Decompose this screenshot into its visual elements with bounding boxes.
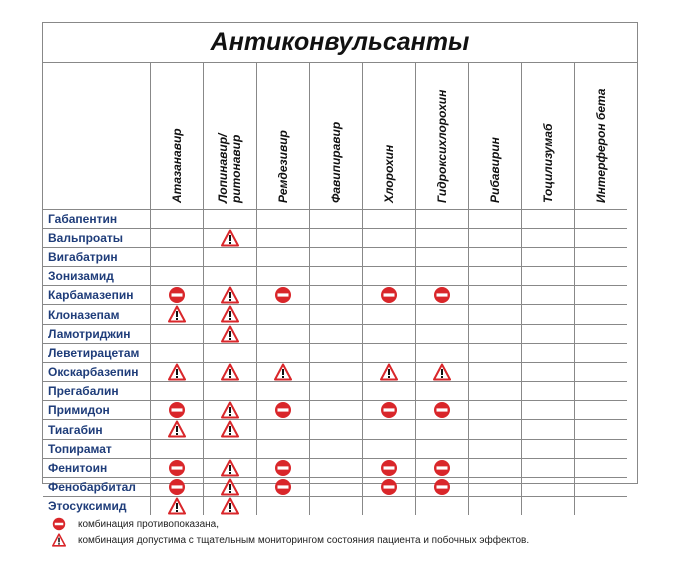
legend [52,516,652,548]
interaction-cell [257,267,310,286]
interaction-cell [469,382,522,401]
interaction-cell [469,497,522,516]
interaction-cell [575,497,628,516]
legend-warning-text: комбинация допустима с тщательным мониторингом состояния пациента и побочных эффектов. [78,534,530,546]
interaction-cell [204,267,257,286]
drug-header-3 [310,62,363,210]
interaction-cell [522,382,575,401]
corner-cell [43,62,151,210]
interaction-table [43,62,627,515]
interaction-cell [151,439,204,458]
drug-name-line: Гидроксихлорохин [434,89,449,203]
interaction-cell [363,401,416,420]
table-row [43,248,627,267]
interaction-cell [575,401,628,420]
interaction-cell [575,210,628,229]
warning-triangle-icon [168,420,186,438]
table-row [43,286,627,305]
interaction-cell [363,229,416,248]
interaction-cell [310,458,363,477]
interaction-cell [257,420,310,439]
no-entry-icon [433,478,451,496]
interaction-cell [151,497,204,516]
interaction-cell [310,229,363,248]
warning-triangle-icon [380,363,398,381]
interaction-cell [416,305,469,324]
interaction-cell [151,420,204,439]
anticonvulsant-name: Примидон [43,401,151,420]
warning-triangle-icon [274,363,292,381]
drug-header-8 [575,62,628,210]
interaction-cell [522,248,575,267]
interaction-cell [363,362,416,381]
drug-name-line: Тоцилизумаб [540,123,555,203]
interaction-cell [522,324,575,343]
interaction-cell [204,401,257,420]
drug-name [277,130,290,203]
interaction-cell [469,477,522,496]
warning-triangle-icon [221,286,239,304]
interaction-cell [363,324,416,343]
interaction-cell [310,420,363,439]
interaction-cell [575,362,628,381]
interaction-cell [151,401,204,420]
no-entry-icon [274,478,292,496]
interaction-cell [416,439,469,458]
interaction-cell [363,458,416,477]
interaction-cell [575,286,628,305]
no-entry-icon [274,401,292,419]
interaction-cell [363,248,416,267]
warning-triangle-icon [221,420,239,438]
interaction-cell [204,420,257,439]
no-entry-icon [380,459,398,477]
drug-name-line: ритонавир [229,134,243,203]
interaction-cell [363,210,416,229]
anticonvulsant-name: Карбамазепин [43,286,151,305]
interaction-cell [310,477,363,496]
interaction-cell [310,305,363,324]
interaction-cell [522,305,575,324]
drug-name [217,134,243,203]
table-row [43,458,627,477]
table-row [43,267,627,286]
interaction-cell [257,305,310,324]
warning-triangle-icon [221,478,239,496]
no-entry-icon [380,478,398,496]
no-entry-icon [52,517,66,531]
interaction-cell [151,248,204,267]
interaction-cell [575,343,628,362]
interaction-cell [469,401,522,420]
no-entry-icon [380,401,398,419]
interaction-cell [151,382,204,401]
interaction-cell [363,305,416,324]
legend-warning [52,532,652,548]
warning-triangle-icon [168,363,186,381]
interaction-cell [363,497,416,516]
anticonvulsant-rows [43,210,627,516]
no-entry-icon [433,286,451,304]
anticonvulsant-name: Фенитоин [43,458,151,477]
anticonvulsant-name: Этосуксимид [43,497,151,516]
interaction-cell [204,286,257,305]
interaction-cell [522,286,575,305]
interaction-cell [204,210,257,229]
interaction-cell [204,382,257,401]
no-entry-icon [274,286,292,304]
no-entry-icon [433,401,451,419]
drug-name [330,122,343,203]
interaction-cell [469,362,522,381]
no-entry-icon [274,459,292,477]
interaction-cell [416,267,469,286]
warning-triangle-icon [221,363,239,381]
interaction-cell [257,362,310,381]
interaction-cell [363,343,416,362]
anticonvulsant-name: Вальпроаты [43,229,151,248]
drug-header-6 [469,62,522,210]
warning-triangle-icon [221,459,239,477]
anticonvulsant-name: Вигабатрин [43,248,151,267]
interaction-cell [257,439,310,458]
table-row [43,362,627,381]
interaction-cell [257,248,310,267]
interaction-cell [522,343,575,362]
interaction-cell [469,343,522,362]
interaction-cell [522,420,575,439]
interaction-cell [469,458,522,477]
interaction-cell [469,439,522,458]
interaction-cell [469,267,522,286]
table-row [43,420,627,439]
interaction-cell [310,382,363,401]
interaction-cell [416,458,469,477]
interaction-cell [575,382,628,401]
interaction-cell [575,229,628,248]
table-row [43,229,627,248]
interaction-cell [204,362,257,381]
drug-header-row [43,62,627,210]
drug-name [171,128,184,203]
interaction-cell [416,497,469,516]
drug-name [436,90,449,203]
interaction-cell [469,324,522,343]
interaction-cell [522,477,575,496]
table-row [43,305,627,324]
anticonvulsant-name: Тиагабин [43,420,151,439]
interaction-cell [416,324,469,343]
drug-header-5 [416,62,469,210]
interaction-cell [522,267,575,286]
no-entry-icon [168,401,186,419]
drug-header-4 [363,62,416,210]
table-row [43,382,627,401]
no-entry-icon [433,459,451,477]
interaction-cell [310,286,363,305]
interaction-cell [151,362,204,381]
anticonvulsant-name: Ламотриджин [43,324,151,343]
interaction-cell [363,382,416,401]
interaction-cell [416,382,469,401]
interaction-cell [575,324,628,343]
interaction-cell [151,324,204,343]
interaction-cell [469,420,522,439]
table-row [43,324,627,343]
table-row [43,439,627,458]
interaction-cell [151,267,204,286]
interaction-cell [363,420,416,439]
warning-triangle-icon [221,325,239,343]
warning-triangle-icon [433,363,451,381]
no-entry-icon [380,286,398,304]
interaction-table-frame [42,22,638,514]
interaction-cell [310,497,363,516]
drug-name [595,89,608,203]
interaction-cell [416,210,469,229]
no-entry-icon [168,459,186,477]
interaction-cell [469,286,522,305]
interaction-cell [204,497,257,516]
interaction-cell [310,324,363,343]
interaction-cell [204,439,257,458]
interaction-cell [204,458,257,477]
interaction-cell [204,324,257,343]
table-row [43,343,627,362]
anticonvulsant-name: Клоназепам [43,305,151,324]
table-title: Антиконвульсанты [43,23,637,63]
interaction-cell [204,229,257,248]
drug-name [542,124,555,203]
drug-name-line: Атазанавир [169,128,184,203]
anticonvulsant-name: Леветирацетам [43,343,151,362]
interaction-cell [416,401,469,420]
interaction-cell [363,439,416,458]
drug-name-line: Рибавирин [487,137,502,203]
table-row [43,497,627,516]
interaction-cell [363,286,416,305]
anticonvulsant-name: Окскарбазепин [43,362,151,381]
interaction-cell [257,497,310,516]
interaction-cell [522,210,575,229]
drug-name-line: Фавипиравир [328,121,343,203]
interaction-cell [575,420,628,439]
interaction-cell [469,248,522,267]
warning-triangle-icon [168,497,186,515]
legend-contra-text: комбинация противопоказана, [78,518,219,530]
interaction-cell [575,248,628,267]
interaction-cell [310,267,363,286]
interaction-cell [469,210,522,229]
anticonvulsant-name: Зонизамид [43,267,151,286]
drug-header-7 [522,62,575,210]
interaction-cell [363,267,416,286]
interaction-cell [151,477,204,496]
anticonvulsant-name: Топирамат [43,439,151,458]
interaction-cell [363,477,416,496]
interaction-cell [310,248,363,267]
drug-name [383,145,396,203]
interaction-cell [310,401,363,420]
warning-triangle-icon [168,305,186,323]
interaction-cell [310,210,363,229]
anticonvulsant-name: Габапентин [43,210,151,229]
interaction-cell [204,343,257,362]
interaction-cell [416,286,469,305]
drug-header-1 [204,62,257,210]
interaction-cell [522,401,575,420]
drug-header-0 [151,62,204,210]
warning-triangle-icon [221,229,239,247]
anticonvulsant-name: Прегабалин [43,382,151,401]
interaction-cell [416,477,469,496]
interaction-cell [257,343,310,362]
drug-name-line: Хлорохин [381,144,396,203]
interaction-cell [257,401,310,420]
drug-name-line: Интерферон бета [593,88,608,203]
interaction-cell [416,362,469,381]
interaction-cell [151,343,204,362]
interaction-cell [257,324,310,343]
interaction-cell [575,267,628,286]
interaction-cell [416,229,469,248]
interaction-cell [257,286,310,305]
no-entry-icon [168,478,186,496]
interaction-cell [151,229,204,248]
interaction-cell [151,286,204,305]
legend-contra [52,516,652,532]
interaction-cell [522,362,575,381]
drug-name-line: Лопинавир/ [216,133,230,203]
no-entry-icon [168,286,186,304]
warning-triangle-icon [221,305,239,323]
interaction-cell [310,362,363,381]
interaction-cell [575,458,628,477]
anticonvulsant-name: Фенобарбитал [43,477,151,496]
interaction-cell [204,248,257,267]
interaction-cell [310,439,363,458]
interaction-cell [469,229,522,248]
interaction-cell [257,210,310,229]
interaction-cell [151,305,204,324]
warning-triangle-icon [221,497,239,515]
interaction-cell [522,497,575,516]
warning-triangle-icon [52,533,66,547]
interaction-cell [257,477,310,496]
interaction-cell [522,458,575,477]
interaction-cell [257,382,310,401]
table-row [43,210,627,229]
interaction-cell [151,458,204,477]
table-row [43,401,627,420]
drug-name-line: Ремдезивир [275,130,290,203]
warning-triangle-icon [221,401,239,419]
interaction-cell [204,305,257,324]
interaction-cell [575,439,628,458]
interaction-cell [469,305,522,324]
interaction-cell [575,477,628,496]
interaction-cell [151,210,204,229]
interaction-cell [257,229,310,248]
interaction-cell [416,420,469,439]
interaction-cell [575,305,628,324]
drug-name [489,137,502,203]
interaction-cell [522,229,575,248]
interaction-cell [310,343,363,362]
drug-header-2 [257,62,310,210]
interaction-cell [416,248,469,267]
interaction-cell [416,343,469,362]
table-row [43,477,627,496]
interaction-cell [522,439,575,458]
interaction-cell [257,458,310,477]
interaction-cell [204,477,257,496]
